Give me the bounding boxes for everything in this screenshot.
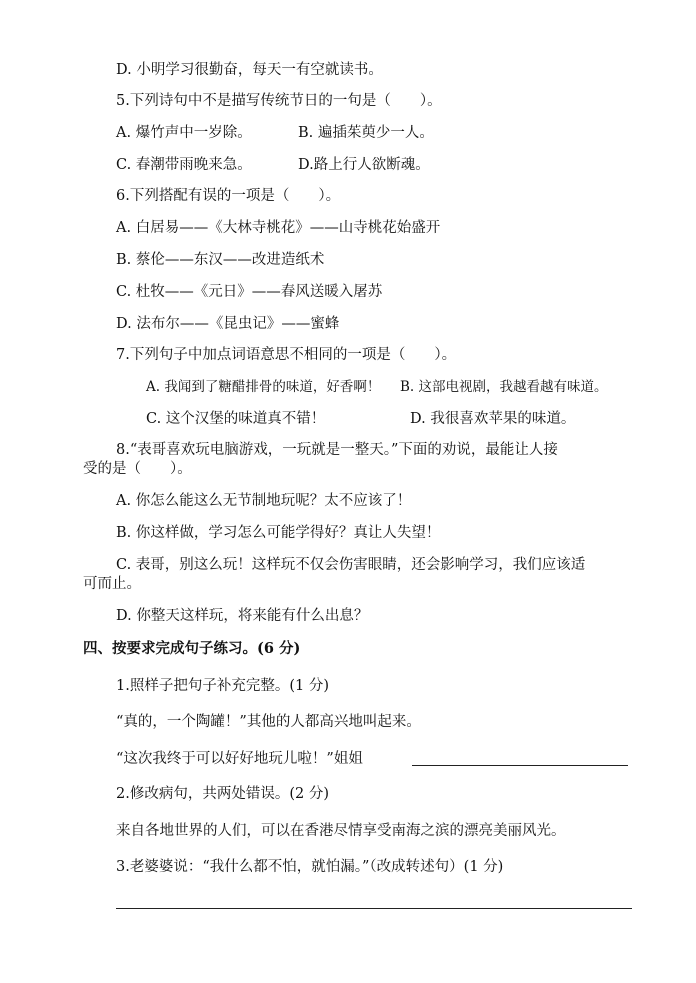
q8-option-d: D. 你整天这样玩，将来能有什么出息？	[116, 608, 369, 624]
section4-prompt: “这次我终于可以好好地玩儿啦！”姐姐	[116, 751, 363, 767]
q7-option-d: D. 我很喜欢苹果的味道。	[410, 411, 576, 427]
q4-option-d: D. 小明学习很勤奋，每天一有空就读书。	[116, 62, 383, 78]
q8-option-a: A. 你怎么能这么无节制地玩呢？太不应该了！	[116, 493, 412, 509]
section4-item2: 2.修改病句，共两处错误。(2 分)	[116, 786, 329, 802]
answer-line-item3[interactable]	[116, 908, 632, 909]
section4-heading: 四、按要求完成句子练习。(6 分)	[83, 640, 301, 657]
q5-option-c: C. 春潮带雨晚来急。	[116, 157, 252, 173]
q5-option-b: B. 遍插茱萸少一人。	[298, 125, 434, 141]
section4-sentence: 来自各地世界的人们，可以在香港尽情享受南海之滨的漂亮美丽风光。	[116, 823, 566, 839]
q8-stem-line1: 8.“表哥喜欢玩电脑游戏，一玩就是一整天。”下面的劝说，最能让人接	[116, 442, 558, 458]
q7-option-b: B. 这部电视剧，我越看越有味道。	[400, 379, 608, 395]
q7-option-c: C. 这个汉堡的味道真不错！	[146, 411, 326, 427]
q6-stem: 6.下列搭配有误的一项是（ ）。	[116, 188, 341, 204]
answer-blank-item1[interactable]	[412, 765, 628, 766]
section4-item1: 1.照样子把句子补充完整。(1 分)	[116, 678, 329, 694]
q8-option-b: B. 你这样做，学习怎么可能学得好？真让人失望！	[116, 525, 441, 541]
q6-option-c: C. 杜牧——《元日》——春风送暖入屠苏	[116, 284, 383, 300]
q6-option-d: D. 法布尔——《昆虫记》——蜜蜂	[116, 316, 340, 332]
q8-option-c-line2: 可而止。	[83, 576, 141, 592]
q5-stem: 5.下列诗句中不是描写传统节日的一句是（ ）。	[116, 93, 442, 109]
section4-item3: 3.老婆婆说：“我什么都不怕，就怕漏。”（改成转述句）(1 分)	[116, 859, 504, 875]
section4-example: “真的，一个陶罐！”其他的人都高兴地叫起来。	[116, 714, 421, 730]
q7-option-a: A. 我闻到了糖醋排骨的味道，好香啊！	[146, 379, 381, 395]
q5-option-a: A. 爆竹声中一岁除。	[116, 125, 252, 141]
q7-stem: 7.下列句子中加点词语意思不相同的一项是（ ）。	[116, 347, 457, 363]
q5-option-d: D.路上行人欲断魂。	[298, 157, 430, 173]
q6-option-a: A. 白居易——《大林寺桃花》——山寺桃花始盛开	[116, 220, 441, 236]
q8-option-c-line1: C. 表哥，别这么玩！这样玩不仅会伤害眼睛，还会影响学习，我们应该适	[116, 557, 586, 573]
q6-option-b: B. 蔡伦——东汉——改进造纸术	[116, 252, 325, 268]
q8-stem-line2: 受的是（ ）。	[83, 461, 192, 477]
